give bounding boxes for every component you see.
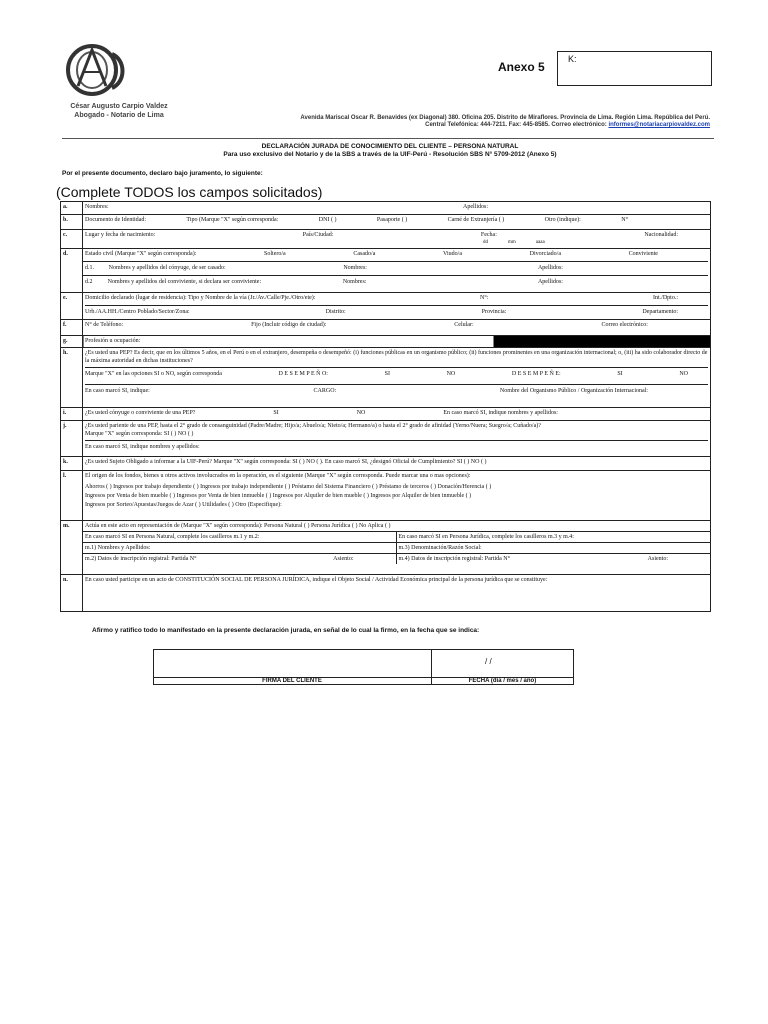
date-slashes: / / [485,657,492,666]
intro-text: Por el presente documento, declaro bajo juramento, lo siguiente: [62,170,263,177]
funds-options-3[interactable]: Ingresos por Sorteo/Apuestas/Juegos de Azar ( ) Utilidades ( ) Otro (Especifique): [85,502,282,508]
funds-origin-question: El origen de los fondos, bienes u otros activos involucrados en la operación, es el siguiente (Marque "X" según corresponda. Puede marcar una o mas opciones): [85,473,471,479]
birth-label: Lugar y fecha de nacimiento: [85,232,156,238]
title-line-2: Para uso exclusivo del Notario y de la SBS a través de la UIF-Perú - Resolución SBS N° 5709-2012 (Anexo 5) [223,151,557,158]
d1-label: d.1. [85,265,94,271]
pep-question: ¿Es usted una PEP? Es decir, que en los últimos 5 años, en el Perú o en el extranjero, desempeña o desempeñó: (i) funciones públicas en un organismo público; (ii) funciones prominentes en una organización internacional; o, (iii) ha sido colaborador directo de la máxima autoridad en dichas instituciones? [85,350,708,364]
phone-label: N° de Teléfono: [85,322,124,328]
field-address[interactable] [83,293,711,320]
field-names[interactable] [83,202,711,215]
document-title [180,143,600,159]
m4-asiento-label: Asiento: [647,556,668,562]
funds-options-2[interactable]: Ingresos por Venta de bien mueble ( ) Ingresos por Venta de bien inmueble ( ) Ingresos por Alquiler de bien mueble ( ) Ingresos por Alquiler de bien inmueble ( ) [85,493,472,499]
field-id-document[interactable] [83,215,711,230]
m3-label: m.3) Denominación/Razón Social: [398,545,482,551]
married-option[interactable]: Casado/a [353,251,376,257]
m1-label: m.1) Nombres y Apellidos: [83,543,397,553]
urbanization-label: Urb./AA.HH./Centro Poblado/Sector/Zona: [85,309,190,315]
pep-spouse-question: ¿Es usted cónyuge o conviviente de una PEP? [85,410,196,416]
nationality-label: Nacionalidad: [644,232,678,238]
email-link[interactable]: informes@notariacarpiovaldez.com [608,122,710,128]
row-label-g: g. [61,336,83,348]
header-divider [62,138,714,139]
spouse-names-label: Nombres: [343,265,367,271]
field-birth[interactable] [83,230,711,249]
address-number-label: N°: [480,295,489,301]
doc-number-label: N° [621,217,628,223]
doc-type-label: Tipo (Marque "X" según corresponda: [186,217,279,223]
other-doc-option[interactable]: Otro (indique): [544,217,581,223]
client-signature-label: FIRMA DEL CLIENTE [262,678,322,684]
doc-label: Documento de Identidad: [85,217,146,223]
affirmation-text: Afirmo y ratifico todo lo manifestado en la presente declaración jurada, en señal de lo cual la firmo, en la fecha que se indica: [92,627,480,634]
row-label-j: j. [61,421,83,457]
pep-performed-label: D E S E M P E Ñ E: [511,371,561,377]
field-phone[interactable] [83,320,711,336]
row-label-c: c. [61,230,83,249]
pep-performs-label: D E S E M P E Ñ O: [278,371,328,377]
cohabitant-label: Nombres y apellidos del conviviente, si declara ser conviviente: [107,279,262,285]
notary-name-block [64,102,174,120]
apellidos-label: Apellidos: [463,204,488,210]
single-option[interactable]: Soltero/a [264,251,286,257]
field-representation[interactable] [83,521,711,575]
field-obligated-subject[interactable]: ¿Es usted Sujeto Obligado a informar a la UIF-Perú? Marque "X" según corresponda: SI ( ) NO ( ). En caso marcó SI, ¿designó Oficial de Cumplimiento? SI ( ) NO ( ) [83,457,711,471]
address-int-label: Int./Dpto.: [653,295,678,301]
k-code-box[interactable] [557,51,712,86]
m2-label: m.2) Datos de inscripción registral: Partida N° [85,556,197,562]
funds-options-1[interactable]: Ahorros ( ) Ingresos por trabajo dependiente ( ) Ingresos por trabajo independiente ( ) Préstamo del Sistema Financiero ( ) Préstamo de terceros ( ) Donación/Herencia ( ) [85,484,492,490]
d2-label: d.2 [85,279,93,285]
mobile-label: Celular: [454,322,474,328]
row-label-f: f. [61,320,83,336]
pep-organization-label: Nombre del Organismo Público / Organización Internacional: [499,388,648,394]
notary-logo-icon [64,42,134,98]
field-pep[interactable] [83,348,711,408]
civil-status-label: Estado civil (Marque "X" según corresponda): [85,251,197,257]
divorced-option[interactable]: Divorciado/a [529,251,561,257]
date-label: Fecha: [480,232,497,238]
pep-if-yes-label: En caso marcó SI, indique: [85,388,150,394]
k-label: K: [568,54,577,64]
pep-relative-mark[interactable]: Marque "X" según corresponda: SI ( ) NO ( ) [85,431,194,437]
declaration-form [60,201,711,612]
passport-option[interactable]: Pasaporte ( ) [376,217,408,223]
field-funds-origin[interactable] [83,471,711,521]
dd-label: dd [483,240,488,245]
row-label-k: k. [61,457,83,471]
field-pep-relative[interactable] [83,421,711,457]
pep-relative-question: ¿Es usted pariente de una PEP, hasta el 2° grado de consanguinidad (Padre/Madre; Hijo/a; Abuelo/a; Nieto/a; Hermano/a) o hasta el 2° grado de afinidad (Yerno/Nuera; Suegro/a; Cuñado/a)? [85,423,541,429]
natural-person-note: En caso marcó SI en Persona Natural, complete los casilleros m.1 y m.2: [83,532,397,542]
row-label-m: m. [61,521,83,575]
country-city-label: País/Ciudad: [302,232,334,238]
pep-performs-no[interactable]: NO [446,371,456,377]
pep-position-label: CARGO: [313,388,337,394]
pep-relative-names-label: En caso marcó SI, indique nombres y apellidos: [85,440,708,451]
m4-label: m.4) Datos de inscripción registral: Partida N° [398,556,511,562]
pep-spouse-yes[interactable]: SI [273,410,279,416]
m2-asiento-label: Asiento: [333,556,354,562]
field-civil-status[interactable] [83,249,711,293]
profession-label: Profesión u ocupación: [85,338,141,344]
contact-line: Central Telefónica: 444-7211. Fax: 445-8585. Correo electrónico: [425,122,607,128]
mm-label: mm [508,240,516,245]
row-label-h: h. [61,348,83,408]
nombres-label: Nombres: [85,204,109,210]
landline-label: Fijo (Incluir código de ciudad): [251,322,327,328]
field-pep-spouse[interactable] [83,408,711,421]
address-label: Domicilio declarado (lugar de residencia): Tipo y Nombre de la vía (Jr./Av./Calle/Pje./Otro/ete): [85,295,316,301]
instruction-text: (Complete TODOS los campos solicitados) [56,184,323,200]
aaaa-label: aaaa [535,240,545,245]
pep-performed-no[interactable]: NO [679,371,688,377]
notary-name: César Augusto Carpio Valdez [70,103,168,110]
row-label-d: d. [61,249,83,293]
field-social-object[interactable]: En caso usted participe en un acto de CONSTITUCIÓN SOCIAL DE PERSONA JURÍDICA, indique el Objeto Social / Actividad Económica principal de la persona jurídica que se constituye: [83,575,711,612]
cohabitant-option[interactable]: Conviviente [628,251,658,257]
row-label-i: i. [61,408,83,421]
pep-spouse-names-label: En caso marcó SI, indique nombres y apellidos: [443,410,558,416]
email-label: Correo electrónico: [601,322,648,328]
pep-performs-yes[interactable]: SI [384,371,390,377]
pep-mark-label: Marque "X" en las opciones SI o NO, según corresponda [85,371,222,377]
row-label-l: l. [61,471,83,521]
annex-label: Anexo 5 [498,60,545,74]
field-profession[interactable] [83,336,711,348]
row-label-b: b. [61,215,83,230]
carne-option[interactable]: Carné de Extranjería ( ) [447,217,505,223]
dni-option[interactable]: DNI ( ) [318,217,337,223]
widowed-option[interactable]: Viudo/a [443,251,462,257]
department-label: Departamento: [642,309,678,315]
representation-question[interactable]: Actúa en este acto en representación de (Marque "X" según corresponda): Persona Natural ( ) Persona Jurídica ( ) No Aplica ( ) [85,523,391,529]
row-label-a: a. [61,202,83,215]
notary-title: Abogado - Notario de Lima [74,112,164,119]
legal-person-note: En caso marcó SI en Persona Jurídica, complete los casilleros m.3 y m.4: [398,534,574,540]
title-line-1: DECLARACIÓN JURADA DE CONOCIMIENTO DEL CLIENTE – PERSONA NATURAL [261,143,519,150]
spouse-label: Nombres y apellidos del cónyuge, de ser casado: [108,265,226,271]
cohabitant-surnames-label: Apellidos: [537,279,563,285]
pep-performed-yes[interactable]: SI [617,371,623,377]
address-block [240,115,710,129]
province-label: Provincia: [481,309,507,315]
cohabitant-names-label: Nombres: [342,279,367,285]
row-label-e: e. [61,293,83,320]
spouse-surnames-label: Apellidos: [537,265,563,271]
pep-spouse-no[interactable]: NO [356,410,366,416]
row-label-n: n. [61,575,83,612]
district-label: Distrito: [325,309,346,315]
address-line: Avenida Mariscal Oscar R. Benavides (ex Diagonal) 380. Oficina 205. Distrito de Miraflores. Provincia de Lima. Región Lima. República del Perú. [300,115,710,121]
date-signature-label: FECHA (día / mes / año) [468,678,537,684]
